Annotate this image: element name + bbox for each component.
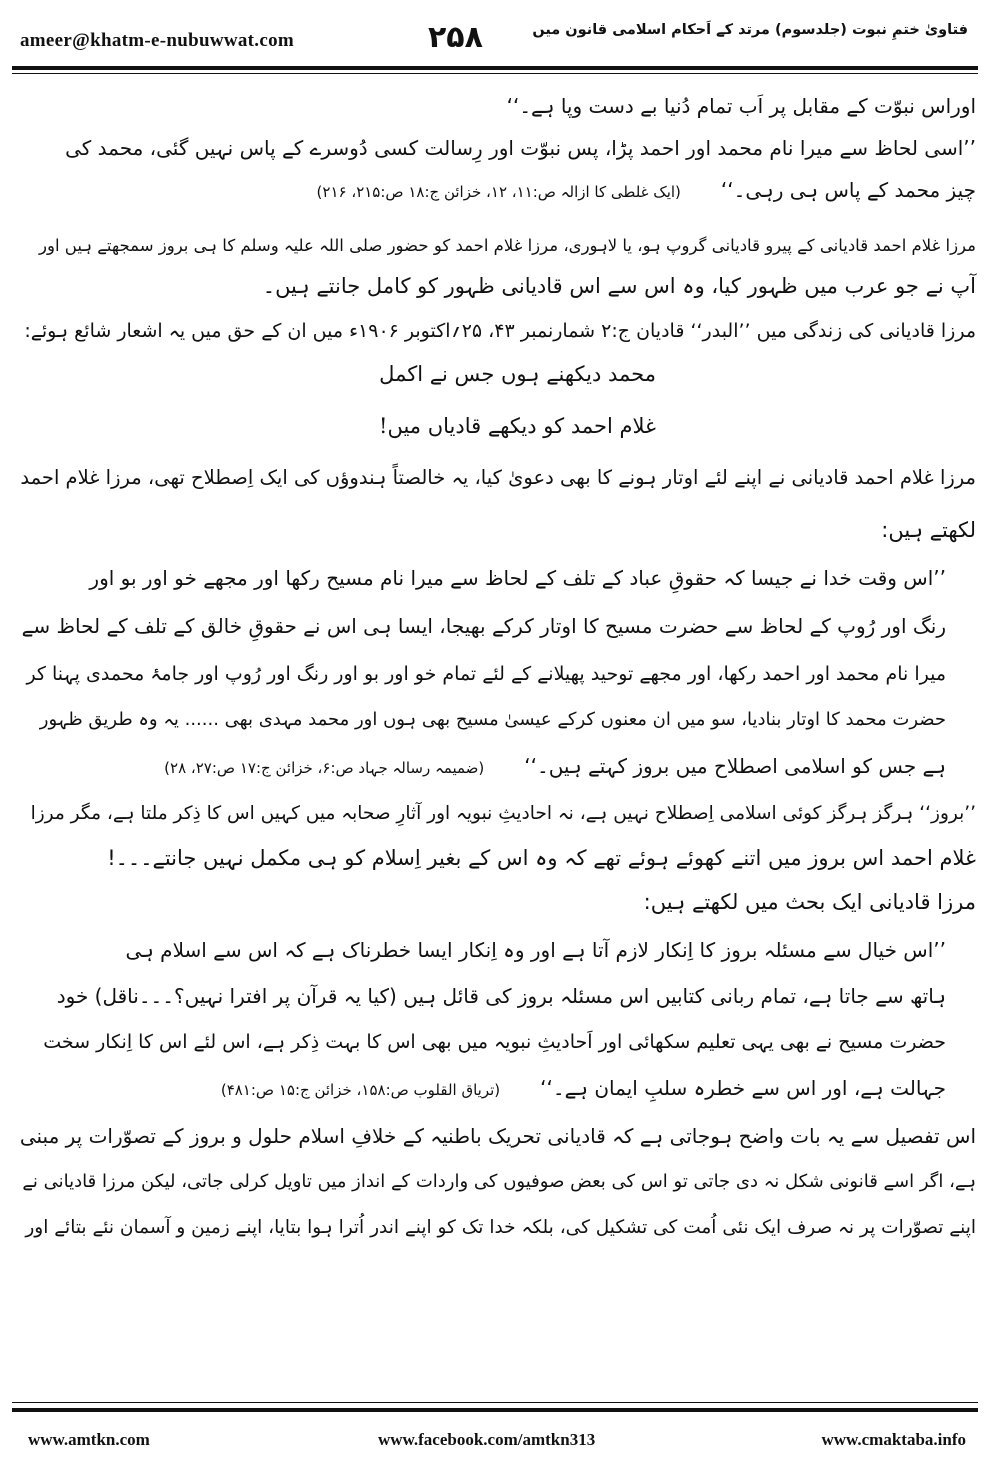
text-line: ’’اس خیال سے مسئلہ بروز کا اِنکار لازم آتا ہے اور وہ اِنکار ایسا خطرناک ہے کہ اس سے اسلام ہی (125, 938, 946, 962)
text-line: ہے، اگر اسے قانونی شکل نہ دی جاتی تو اس کی بعض صوفیوں کی واردات کے انداز میں تاویل کرلی جاتی، لیکن مرزا قادیانی نے (22, 1171, 976, 1192)
text-line-body: چیز محمد کے پاس ہی رہی۔‘‘ (720, 178, 976, 202)
text-line-body: جہالت ہے، اور اس سے خطرہ سلبِ ایمان ہے۔‘‘ (540, 1076, 946, 1100)
text-line: اس تفصیل سے یہ بات واضح ہوجاتی ہے کہ قادیانی تحریک باطنیہ کے خلافِ اسلام حلول و بروز کے تصوّرات پر مبنی (19, 1124, 976, 1148)
text-line: اپنے تصوّرات پر نہ صرف ایک نئی اُمت کی تشکیل کی، بلکہ خدا تک کو اپنے اندر اُترا ہوا بتایا، اپنے زمین و آسمان نئے بتائے اور (25, 1217, 976, 1238)
poem-line-2: غلام احمد کو دیکھے قادیاں میں! (379, 414, 656, 438)
text-line: حضرت مسیح نے بھی یہی تعلیم سکھائی اور اَحادیثِ نبویہ میں بھی اس کا بہت ذِکر ہے، اس لئے اس کا اِنکار سخت (43, 1031, 946, 1053)
reference-citation: (ضمیمہ رسالہ جہاد ص:۶، خزائن ج:۱۷ ص:۲۷، ۲۸) (164, 759, 485, 777)
footer-link-cmaktaba[interactable]: www.cmaktaba.info (821, 1430, 966, 1449)
footer-link-facebook[interactable]: www.facebook.com/amtkn313 (378, 1430, 596, 1449)
header-divider (12, 66, 978, 70)
text-line: غلام احمد اس بروز میں اتنے کھوئے ہوئے تھے کہ وہ اس کے بغیر اِسلام کو ہی مکمل نہیں جانتے۔۔۔! (107, 846, 976, 870)
page-footer (0, 1420, 990, 1460)
text-line: آپ نے جو عرب میں ظہور کیا، وہ اس سے اس قادیانی ظہور کو کامل جانتے ہیں۔ (262, 274, 976, 298)
text-line: ’’اسی لحاظ سے میرا نام محمد اور احمد پڑا، پس نبوّت اور رِسالت کسی دُوسرے کے پاس نہیں گئی، محمد کی (65, 136, 976, 160)
text-line-body: ہے جس کو اسلامی اصطلاح میں بروز کہتے ہیں۔‘‘ (524, 754, 946, 778)
reference-citation: (تریاق القلوب ص:۱۵۸، خزائن ج:۱۵ ص:۴۸۱) (220, 1081, 501, 1099)
text-line: ہاتھ سے جاتا ہے، تمام ربانی کتابیں اس مسئلہ بروز کی قائل ہیں (کیا یہ قرآن پر افترا نہیں؟۔۔۔ناقل) خود (56, 984, 946, 1008)
text-line: رنگ اور رُوپ کے لحاظ سے حضرت مسیح کا اوتار کرکے بھیجا، ایسا ہی اس نے حقوقِ خالق کے تلف کے لحاظ سے (21, 614, 946, 638)
header-email: ameer@khatm-e-nubuwwat.com (20, 30, 295, 51)
footer-link-amtkn[interactable]: www.amtkn.com (28, 1430, 150, 1449)
reference-citation: (ایک غلطی کا ازالہ ص:۱۱، ۱۲، خزائن ج:۱۸ ص:۲۱۵، ۲۱۶) (316, 183, 681, 201)
header-divider-thin (12, 73, 978, 74)
text-line: حضرت محمد کا اوتار بنادیا، سو میں ان معنوں کرکے عیسیٰ مسیح بھی ہوں اور محمد مہدی بھی ...... یہ وہ طریق ظہور (39, 709, 946, 730)
text-line: مرزا قادیانی کی زندگی میں ’’البدر‘‘ قادیان ج:۲ شمارنمبر ۴۳، ۲۵؍اکتوبر ۱۹۰۶ء میں ان کے حق میں یہ اشعار شائع ہوئے: (24, 320, 976, 342)
poem-line-1: محمد دیکھنے ہوں جس نے اکمل (379, 362, 656, 386)
text-line (164, 748, 946, 786)
text-line: مرزا غلام احمد قادیانی کے پیرو قادیانی گروپ ہو، یا لاہوری، مرزا غلام احمد کو حضور صلی اللہ علیہ وسلم کا ہی بروز سمجھتے ہیں اور (39, 236, 976, 255)
text-line: ’’اس وقت خدا نے جیسا کہ حقوقِ عباد کے تلف کے لحاظ سے میرا نام مسیح رکھا اور مجھے خو اور بو اور (89, 566, 946, 590)
page-number: ۲۵۸ (428, 20, 483, 55)
text-line: مرزا غلام احمد قادیانی نے اپنے لئے اوتار ہونے کا بھی دعویٰ کیا، یہ خالصتاً ہندوؤں کی ایک اِصطلاح تھی، مرزا غلام احمد (20, 466, 976, 489)
footer-divider-thin (12, 1402, 978, 1403)
text-line: لکھتے ہیں: (881, 518, 976, 542)
text-line: میرا نام محمد اور احمد رکھا، اور مجھے توحید پھیلانے کے لئے تمام خو اور بو اور رنگ اور رُوپ اور جامۂ محمدی پہنا کر (26, 663, 946, 685)
text-line: اوراس نبوّت کے مقابل پر اَب تمام دُنیا بے دست وپا ہے۔‘‘ (506, 94, 976, 118)
text-line (221, 1070, 946, 1108)
text-line: مرزا قادیانی ایک بحث میں لکھتے ہیں: (643, 890, 976, 914)
text-line: ’’بروز‘‘ ہرگز ہرگز کوئی اسلامی اِصطلاح نہیں ہے، نہ احادیثِ نبویہ اور آثارِ صحابہ میں کہیں اس کا ذِکر ملتا ہے، مگر مرزا (30, 803, 976, 824)
footer-divider (12, 1408, 978, 1412)
text-line (317, 172, 976, 210)
book-title: فتاویٰ ختمِ نبوت (جلدسوم) مرتد کے اَحکام اسلامی قانون میں (532, 22, 968, 38)
page-header (0, 0, 990, 66)
